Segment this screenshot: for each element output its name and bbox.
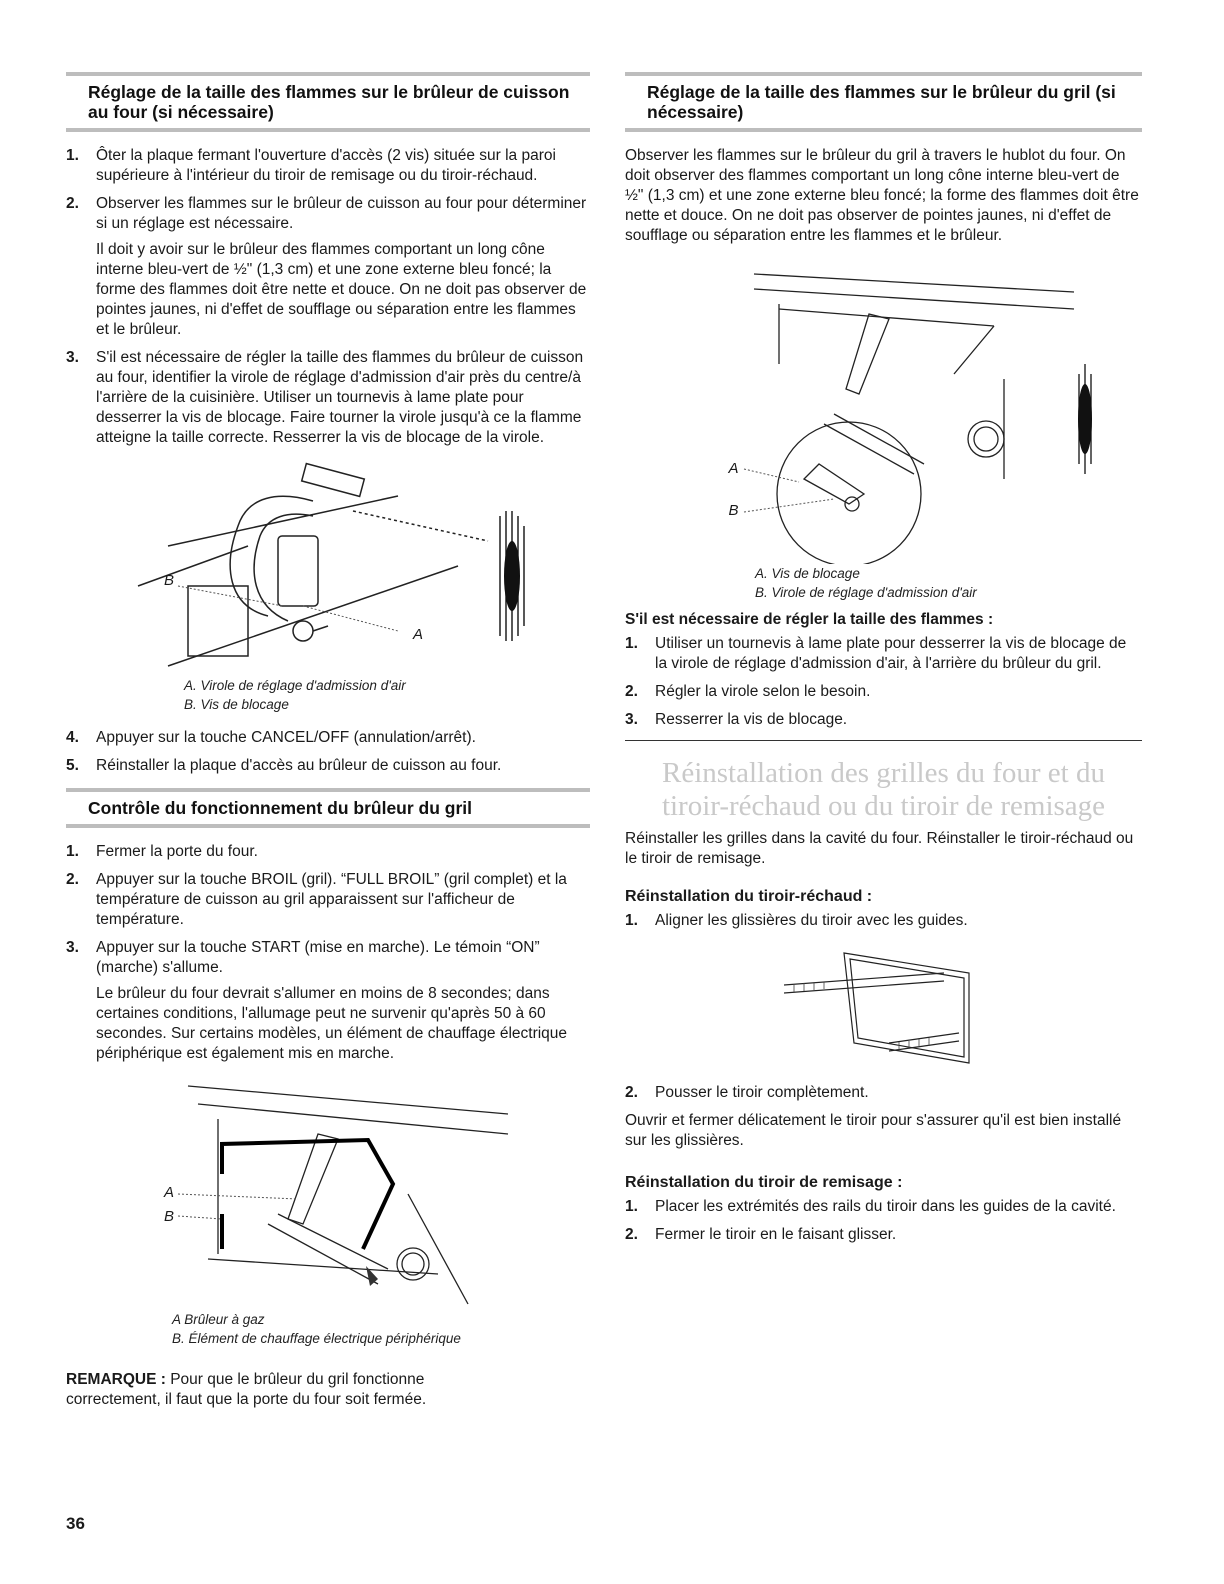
list-item: 4. Appuyer sur la touche CANCEL/OFF (annulation/arrêt). bbox=[66, 729, 476, 746]
section-title-broil-check: Contrôle du fonctionnement du brûleur du gril bbox=[88, 798, 473, 818]
list-item: 1. Placer les extrémités des rails du tiroir dans les guides de la cavité. bbox=[625, 1198, 1116, 1215]
figure-label-a: A bbox=[413, 626, 424, 643]
section-header-oven-burner bbox=[66, 72, 590, 132]
figure-label-a: A bbox=[164, 1184, 175, 1201]
list-item: 1. Aligner les glissières du tiroir avec les guides. bbox=[625, 912, 968, 929]
broil-check-steps bbox=[66, 842, 590, 1064]
broil-adjust-illustration bbox=[674, 264, 1094, 564]
step-detail: Il doit y avoir sur le brûleur des flammes comportant un long cône interne bleu-vert de ½" (1,3 cm) et une zone externe bleu foncé; la forme des flammes doit être nette et douce. On ne doit pas observer de pointes jaunes, ni d'effet de soufflage ou séparation entre les flammes et le brûleur. bbox=[96, 241, 587, 338]
oven-burner-steps bbox=[66, 146, 590, 448]
list-item: 1. Fermer la porte du four. bbox=[66, 843, 258, 860]
storage-drawer-steps bbox=[625, 1197, 1142, 1245]
note-label: REMARQUE : bbox=[66, 1371, 166, 1388]
figure-label-b: B bbox=[164, 1208, 175, 1225]
list-item: 2. Appuyer sur la touche BROIL (gril). “FULL BROIL” (gril complet) et la température de cuisson au gril apparaissent sur l'afficheur de température. bbox=[66, 871, 567, 928]
list-item: 3. S'il est nécessaire de régler la taille des flammes du brûleur de cuisson au four, identifier la virole de réglage d'admission d'air près du centre/à l'arrière de la cuisinière. Utiliser un tournevis à lame plate pour desserrer la vis de blocage. Faire tourner la virole jusqu'à ce la flamme atteigne la taille correcte. Resserrer la vis de blocage de la virole. bbox=[66, 349, 584, 446]
list-item: 1. Ôter la plaque fermant l'ouverture d'accès (2 vis) située sur la paroi supérieure à l'intérieur du tiroir de remisage ou du tiroir-réchaud. bbox=[66, 147, 556, 184]
list-item: 2. Pousser le tiroir complètement. bbox=[625, 1084, 869, 1101]
left-column bbox=[66, 72, 590, 1410]
broil-adjust-subheading: S'il est nécessaire de régler la taille des flammes : bbox=[625, 611, 994, 628]
figure-caption: A. Vis de blocage B. Virole de réglage d'admission d'air bbox=[755, 566, 977, 600]
right-column bbox=[625, 72, 1142, 1253]
list-item: 3. Appuyer sur la touche START (mise en marche). Le témoin “ON” (marche) s'allume. Le brûleur du four devrait s'allumer en moins de 8 secondes; dans certaines conditions, l'allumage peut ne survenir qu'après 50 à 60 secondes. Sur certains modèles, un élément de chauffage électrique périphérique est également mis en marche. bbox=[66, 938, 590, 1064]
list-item: 2. Fermer le tiroir en le faisant glisser. bbox=[625, 1226, 897, 1243]
broil-burner-illustration bbox=[138, 1074, 518, 1306]
broil-burner-intro: Observer les flammes sur le brûleur du gril à travers le hublot du four. On doit observer des flammes comportant un long cône interne bleu-vert de ½" (1,3 cm) et une zone externe bleu foncé; la forme des flammes doit être nette et douce. On ne doit pas observer de pointes jaunes, ni d'effet de soufflage ou séparation entre les flammes et le brûleur. bbox=[625, 147, 1139, 244]
warming-drawer-subheading: Réinstallation du tiroir-réchaud : bbox=[625, 888, 873, 905]
figure-label-b: B bbox=[728, 502, 739, 519]
list-item: 2. Régler la virole selon le besoin. bbox=[625, 683, 871, 700]
figure-label-b: B bbox=[164, 572, 175, 589]
divider bbox=[625, 740, 1142, 741]
oven-burner-illustration bbox=[128, 456, 528, 674]
racks-reinstall-intro: Réinstaller les grilles dans la cavité du four. Réinstaller le tiroir-réchaud ou le tiroir de remisage. bbox=[625, 830, 1134, 867]
section-header-broil-check bbox=[66, 788, 590, 828]
warming-drawer-steps bbox=[625, 911, 1142, 931]
section-title-oven-burner: Réglage de la taille des flammes sur le brûleur de cuisson au four (si nécessaire) bbox=[88, 82, 570, 122]
section-title-broil-burner: Réglage de la taille des flammes sur le brûleur du gril (si nécessaire) bbox=[647, 82, 1116, 122]
list-item: 3. Resserrer la vis de blocage. bbox=[625, 711, 848, 728]
list-item: 5. Réinstaller la plaque d'accès au brûleur de cuisson au four. bbox=[66, 757, 502, 774]
note: REMARQUE : Pour que le brûleur du gril fonctionne correctement, il faut que la porte du four soit fermée. bbox=[66, 1371, 427, 1408]
warming-drawer-steps-continued bbox=[625, 1083, 1142, 1103]
list-item: 1. Utiliser un tournevis à lame plate pour desserrer la vis de blocage de la virole de réglage d'admission d'air, à l'arrière du brûleur du gril. bbox=[625, 635, 1127, 672]
drawer-illustration bbox=[784, 943, 984, 1073]
step-detail: Le brûleur du four devrait s'allumer en moins de 8 secondes; dans certaines conditions, l'allumage peut ne survenir qu'après 50 à 60 secondes. Sur certains modèles, un élément de chauffage électrique périphérique est également mis en marche. bbox=[96, 985, 568, 1062]
section-header-broil-burner bbox=[625, 72, 1142, 132]
oven-burner-steps-continued bbox=[66, 728, 590, 776]
figure-caption: A Brûleur à gaz B. Élément de chauffage électrique périphérique bbox=[172, 1312, 461, 1346]
storage-drawer-subheading: Réinstallation du tiroir de remisage : bbox=[625, 1174, 903, 1191]
broil-adjust-steps bbox=[625, 634, 1142, 730]
page-number: 36 bbox=[66, 1514, 85, 1533]
section-title-racks-reinstall: Réinstallation des grilles du four et du tiroir-réchaud ou du tiroir de remisage bbox=[661, 757, 1106, 822]
list-item: 2. Observer les flammes sur le brûleur de cuisson au four pour déterminer si un réglage est nécessaire. Il doit y avoir sur le brûleur des flammes comportant un long cône interne bleu-vert de ½" (1,3 cm) et une zone externe bleu foncé; la forme des flammes doit être nette et douce. On ne doit pas observer de pointes jaunes, ni d'effet de soufflage ou séparation entre les flammes et le brûleur. bbox=[66, 194, 590, 340]
figure-label-a: A bbox=[728, 460, 739, 477]
warming-drawer-note: Ouvrir et fermer délicatement le tiroir pour s'assurer qu'il est bien installé sur les glissières. bbox=[625, 1112, 1122, 1149]
figure-caption: A. Virole de réglage d'admission d'air B. Vis de blocage bbox=[184, 678, 406, 712]
